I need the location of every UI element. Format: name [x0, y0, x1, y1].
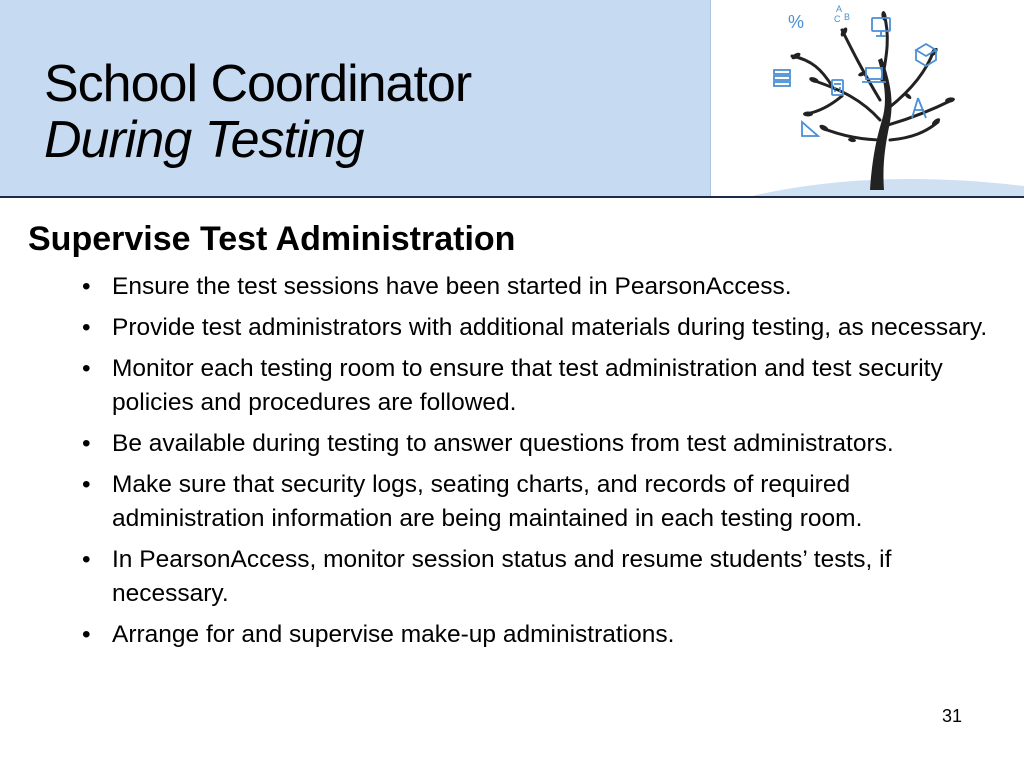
percent-icon: %: [788, 12, 805, 32]
list-item: [76, 311, 996, 345]
page-number: 31: [941, 706, 962, 726]
slide-subtitle: During Testing: [44, 111, 364, 169]
letter-a-icon: A: [836, 4, 843, 14]
list-item-text: Provide test administrators with additional materials during testing, as necessary.: [112, 314, 988, 341]
bullet-icon: •: [82, 273, 91, 300]
slide-title: School Coordinator: [44, 55, 472, 113]
letter-b-icon: B: [844, 12, 851, 22]
list-item-text: Monitor each testing room to ensure that test administration and test security policies and procedures are followed.: [112, 355, 943, 416]
letter-c-icon: C: [834, 14, 841, 24]
list-item: [76, 352, 996, 420]
list-item-text: Make sure that security logs, seating charts, and records of required administration information are being maintained in each testing room.: [112, 471, 863, 532]
bullet-icon: •: [82, 430, 91, 457]
list-item: [76, 543, 996, 611]
section-heading: Supervise Test Administration: [28, 220, 516, 258]
tree-branches-icon: [792, 14, 952, 140]
list-item-text: Ensure the test sessions have been started in PearsonAccess.: [112, 273, 792, 300]
header-divider: [0, 196, 1024, 198]
triangle-ruler-icon: [802, 122, 818, 136]
ground-arc: [752, 179, 1024, 196]
header-band: [0, 0, 1024, 198]
list-item-text: Be available during testing to answer questions from test administrators.: [112, 430, 894, 457]
bullet-icon: •: [82, 355, 91, 382]
list-item: [76, 618, 996, 652]
list-item: [76, 468, 996, 536]
bullet-icon: •: [82, 314, 91, 341]
bullet-icon: •: [82, 471, 91, 498]
title-box: [0, 0, 711, 196]
tree-illustration: [712, 0, 1024, 196]
bullet-icon: •: [82, 621, 91, 648]
list-item-text: In PearsonAccess, monitor session status and resume students’ tests, if necessary.: [112, 546, 892, 607]
list-item: [76, 427, 996, 461]
bullet-list: [76, 270, 996, 659]
list-item: [76, 270, 996, 304]
bullet-icon: •: [82, 546, 91, 573]
list-item-text: Arrange for and supervise make-up administrations.: [112, 621, 675, 648]
stack-icon: [774, 70, 790, 74]
